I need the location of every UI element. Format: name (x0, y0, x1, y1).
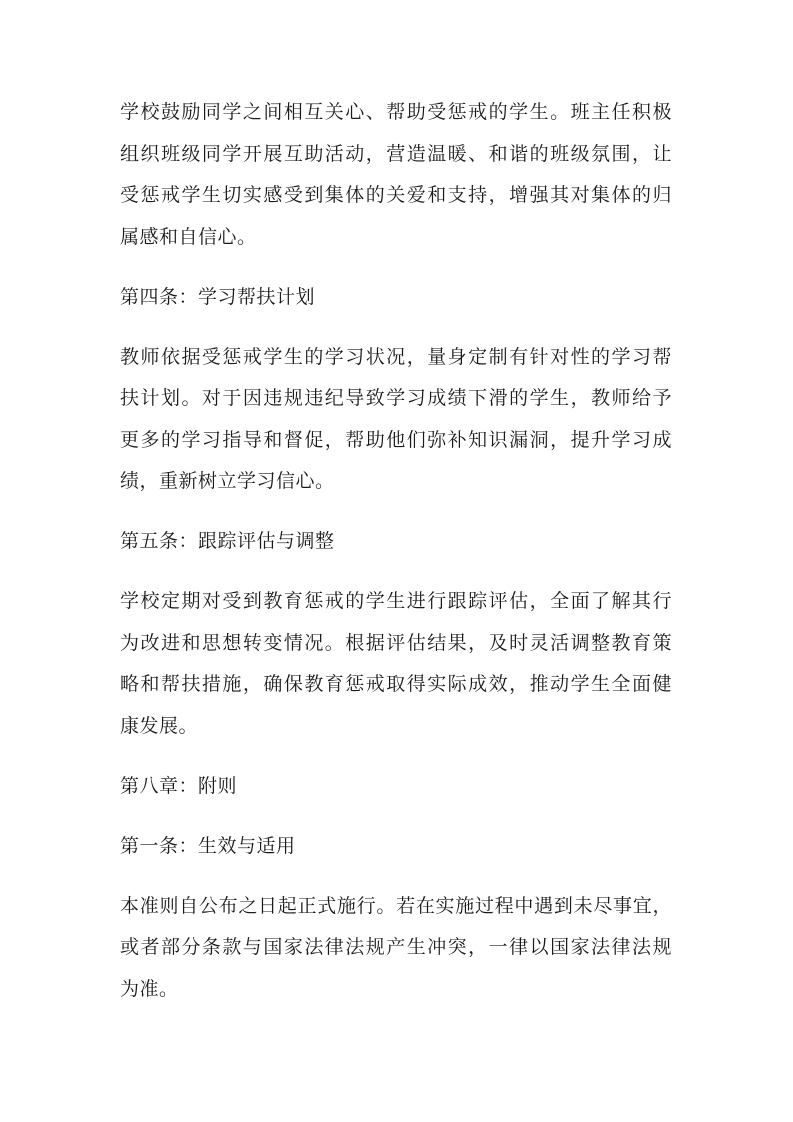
text-line: 受惩戒学生切实感受到集体的关爱和支持，增强其对集体的归 (120, 185, 672, 206)
text-line: 第一条：生效与适用 (120, 835, 296, 857)
text-line: 为准。 (120, 978, 179, 1000)
paragraph-study-support-plan (120, 337, 672, 503)
text-line: 第四条：学习帮扶计划 (120, 286, 316, 308)
text-line: 康发展。 (120, 715, 199, 737)
text-line: 略和帮扶措施，确保教育惩戒取得实际成效，推动学生全面健 (120, 674, 672, 695)
heading-chapter-8-supplementary (120, 766, 672, 808)
text-line: 或者部分条款与国家法律法规产生冲突，一律以国家法律法规 (120, 937, 672, 958)
text-line: 组织班级同学开展互助活动，营造温暖、和谐的班级氛围，让 (120, 143, 672, 165)
text-line: 为改进和思想转变情况。根据评估结果，及时灵活调整教育策 (120, 632, 672, 654)
text-line: 学校鼓励同学之间相互关心、帮助受惩戒的学生。班主任积极 (120, 102, 672, 123)
text-line: 学校定期对受到教育惩戒的学生进行跟踪评估，全面了解其行 (120, 591, 672, 612)
text-line: 扶计划。对于因违规违纪导致学习成绩下滑的学生，教师给予 (120, 388, 672, 409)
text-line: 更多的学习指导和督促，帮助他们弥补知识漏洞，提升学习成 (120, 429, 672, 451)
text-line: 第八章：附则 (120, 775, 238, 797)
heading-article-4-study-support-plan (120, 277, 672, 319)
paragraph-collective-care (120, 92, 672, 258)
paragraph-tracking-evaluation (120, 581, 672, 747)
text-line: 绩，重新树立学习信心。 (120, 471, 335, 492)
paragraph-effectiveness (120, 886, 672, 1011)
text-line: 教师依据受惩戒学生的学习状况，量身定制有针对性的学习帮 (120, 346, 672, 368)
text-line: 本准则自公布之日起正式施行。若在实施过程中遇到未尽事宜， (120, 895, 672, 917)
text-line: 第五条：跟踪评估与调整 (120, 531, 335, 552)
heading-article-1-effectiveness (120, 826, 672, 868)
heading-article-5-tracking-evaluation (120, 521, 672, 563)
text-line: 属感和自信心。 (120, 226, 257, 248)
